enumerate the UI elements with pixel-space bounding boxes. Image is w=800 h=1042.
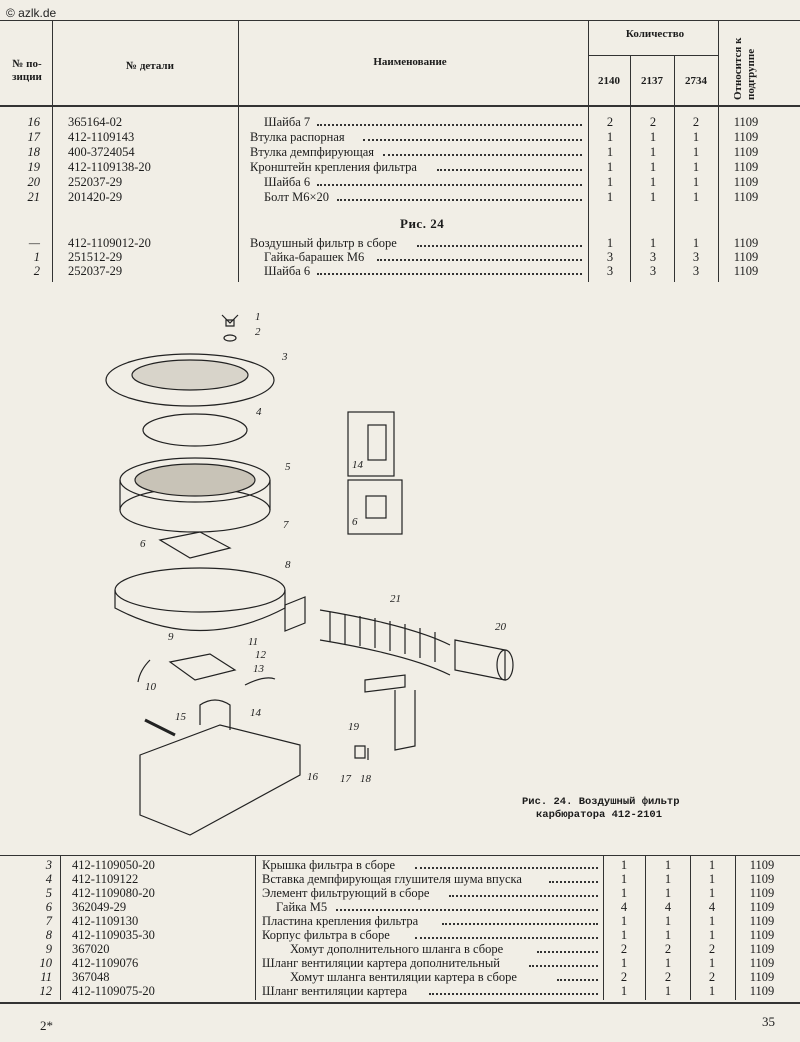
part-name: Втулка распорная	[250, 130, 345, 144]
leader-dots	[417, 236, 582, 247]
svg-text:4: 4	[256, 406, 262, 418]
svg-text:17: 17	[340, 773, 351, 785]
svg-text:14: 14	[352, 459, 363, 471]
bottom-table-bottom	[0, 1002, 800, 1004]
part-number: 412-1109075-20	[72, 984, 155, 998]
position-number: 2	[33, 264, 40, 278]
svg-text:20: 20	[495, 621, 506, 633]
quantity-2: 1	[664, 956, 672, 970]
quantity-2: 1	[664, 914, 672, 928]
quantity-3: 3	[692, 264, 700, 278]
svg-text:6: 6	[352, 516, 358, 528]
position-number: 5	[45, 886, 52, 900]
table-row	[0, 942, 800, 956]
svg-text:1: 1	[255, 311, 261, 323]
bottom-table-top	[0, 855, 800, 856]
quantity-2: 2	[649, 115, 657, 129]
subgroup: 1109	[733, 236, 759, 250]
quantity-2: 1	[664, 928, 672, 942]
leader-dots	[415, 858, 598, 869]
table-row	[0, 236, 800, 250]
quantity-3: 4	[708, 900, 716, 914]
position-number: 20	[27, 175, 40, 189]
subgroup: 1109	[749, 900, 775, 914]
subgroup: 1109	[749, 858, 775, 872]
svg-text:14: 14	[250, 707, 261, 719]
table-row	[0, 956, 800, 970]
figure-caption-line1: Рис. 24. Воздушный фильтр	[522, 796, 680, 808]
quantity-2: 4	[664, 900, 672, 914]
quantity-2: 2	[664, 970, 672, 984]
svg-text:21: 21	[390, 593, 401, 605]
leader-dots	[336, 900, 598, 911]
part-number: 365164-02	[68, 115, 123, 129]
quantity-2: 1	[664, 858, 672, 872]
svg-text:2: 2	[255, 326, 261, 338]
part-number: 412-1109080-20	[72, 886, 155, 900]
part-name: Шланг вентиляции картера дополнительный	[262, 956, 500, 970]
quantity-3: 1	[708, 956, 716, 970]
svg-text:7: 7	[283, 519, 289, 531]
leader-dots	[557, 970, 598, 981]
svg-text:15: 15	[175, 711, 186, 723]
table-row	[0, 175, 800, 189]
leader-dots	[429, 984, 598, 995]
subgroup: 1109	[733, 175, 759, 189]
subgroup: 1109	[733, 160, 759, 174]
table-row	[0, 264, 800, 278]
subgroup: 1109	[749, 942, 775, 956]
part-name: Шайба 6	[264, 175, 311, 189]
watermark: © azlk.de	[6, 6, 57, 20]
table-row	[0, 130, 800, 144]
position-number: 4	[45, 872, 52, 886]
plate-shape	[160, 532, 230, 558]
table-row	[0, 872, 800, 886]
table-row	[0, 190, 800, 204]
table-row	[0, 250, 800, 264]
leader-dots	[317, 264, 582, 275]
part-name: Хомут дополнительного шланга в сборе	[290, 942, 504, 956]
figure-caption	[522, 796, 680, 822]
part-number: 412-1109138-20	[68, 160, 151, 174]
quantity-3: 1	[692, 130, 700, 144]
part-name: Воздушный фильтр в сборе	[250, 236, 397, 250]
part-number: 367048	[72, 970, 110, 984]
quantity-2: 1	[649, 236, 657, 250]
leader-dots	[317, 115, 582, 126]
part-name: Пластина крепления фильтра	[262, 914, 419, 928]
leader-dots	[449, 886, 598, 897]
part-number: 412-1109035-30	[72, 928, 155, 942]
position-number: 16	[27, 115, 40, 129]
part-name: Хомут шланга вентиляции картера в сборе	[290, 970, 517, 984]
quantity-1: 2	[606, 115, 614, 129]
quantity-1: 1	[620, 914, 628, 928]
part-number: 201420-29	[68, 190, 123, 204]
position-number: 3	[45, 858, 52, 872]
subgroup: 1109	[749, 886, 775, 900]
table-row	[0, 984, 800, 998]
table-row	[0, 914, 800, 928]
quantity-1: 2	[620, 970, 628, 984]
quantity-3: 2	[708, 970, 716, 984]
quantity-1: 1	[606, 236, 614, 250]
subgroup: 1109	[749, 984, 775, 998]
subgroup: 1109	[733, 115, 759, 129]
quantity-3: 1	[708, 886, 716, 900]
svg-text:16: 16	[307, 771, 318, 783]
footer-left: 2*	[40, 1018, 53, 1033]
quantity-2: 1	[649, 145, 657, 159]
quantity-1: 1	[606, 160, 614, 174]
leader-dots	[549, 872, 598, 883]
quantity-1: 1	[606, 130, 614, 144]
part-number: 412-1109012-20	[68, 236, 151, 250]
quantity-1: 1	[620, 858, 628, 872]
page-number: 35	[762, 1014, 775, 1029]
quantity-3: 1	[708, 858, 716, 872]
quantity-1: 1	[606, 145, 614, 159]
part-name: Шайба 6	[264, 264, 311, 278]
part-name: Вставка демпфирующая глушителя шума впуска	[262, 872, 522, 886]
leader-dots	[442, 914, 598, 925]
subgroup: 1109	[733, 130, 759, 144]
table-row	[0, 115, 800, 129]
position-number: 18	[27, 145, 40, 159]
svg-text:5: 5	[285, 461, 291, 473]
quantity-2: 1	[664, 984, 672, 998]
header-part: № детали	[126, 60, 174, 72]
part-number: 251512-29	[68, 250, 123, 264]
bolt-shape	[355, 746, 368, 760]
position-number: 6	[45, 900, 52, 914]
quantity-2: 2	[664, 942, 672, 956]
quantity-1: 1	[620, 984, 628, 998]
quantity-1: 4	[620, 900, 628, 914]
position-number: 19	[27, 160, 40, 174]
quantity-1: 1	[620, 872, 628, 886]
svg-text:3: 3	[282, 351, 288, 363]
quantity-3: 2	[708, 942, 716, 956]
header-model-2: 2137	[641, 75, 663, 87]
quantity-1: 3	[606, 264, 614, 278]
leader-dots	[337, 190, 582, 201]
part-name: Шланг вентиляции картера	[262, 984, 408, 998]
position-number: 8	[45, 928, 52, 942]
position-number: 1	[33, 250, 40, 264]
position-number: 7	[45, 914, 52, 928]
quantity-1: 1	[620, 928, 628, 942]
part-name: Втулка демпфирующая	[250, 145, 375, 159]
part-name: Кронштейн крепления фильтра	[250, 160, 417, 174]
subgroup: 1109	[749, 914, 775, 928]
position-number: —	[28, 236, 40, 250]
leader-dots	[529, 956, 598, 967]
figure-heading: Рис. 24	[400, 216, 445, 231]
position-number: 9	[45, 942, 52, 956]
header-model-1: 2140	[598, 75, 620, 87]
quantity-3: 1	[708, 872, 716, 886]
position-number: 11	[40, 970, 52, 984]
quantity-3: 2	[692, 115, 700, 129]
quantity-3: 1	[708, 914, 716, 928]
quantity-3: 1	[708, 984, 716, 998]
part-name: Болт М6×20	[264, 190, 330, 204]
header-qty: Количество	[625, 28, 685, 40]
svg-text:12: 12	[255, 649, 266, 661]
table-top-border	[0, 20, 800, 21]
quantity-2: 1	[664, 886, 672, 900]
header-name: Наименование	[373, 56, 447, 68]
part-number: 412-1109143	[68, 130, 135, 144]
quantity-2: 1	[649, 160, 657, 174]
quantity-1: 1	[620, 956, 628, 970]
leader-dots	[415, 928, 598, 939]
part-name: Гайка М5	[276, 900, 328, 914]
part-name: Элемент фильтрующий в сборе	[262, 886, 430, 900]
header-pos: № по- зиции	[12, 58, 42, 83]
svg-text:8: 8	[285, 559, 291, 571]
quantity-3: 1	[692, 236, 700, 250]
part-number: 412-1109050-20	[72, 858, 155, 872]
part-name: Гайка-барашек М6	[264, 250, 365, 264]
table-row	[0, 160, 800, 174]
svg-text:6: 6	[140, 538, 146, 550]
quantity-1: 1	[606, 175, 614, 189]
part-number: 412-1109122	[72, 872, 139, 886]
part-number: 252037-29	[68, 264, 123, 278]
svg-text:11: 11	[248, 636, 259, 648]
leader-dots	[317, 175, 582, 186]
subgroup: 1109	[749, 928, 775, 942]
part-number: 412-1109130	[72, 914, 139, 928]
quantity-2: 1	[649, 190, 657, 204]
leader-dots	[383, 145, 582, 156]
position-number: 21	[27, 190, 40, 204]
part-number: 412-1109076	[72, 956, 139, 970]
subgroup: 1109	[733, 250, 759, 264]
gasket-shape	[170, 654, 235, 680]
svg-text:18: 18	[360, 773, 371, 785]
subgroup: 1109	[749, 956, 775, 970]
table-row	[0, 970, 800, 984]
table-row	[0, 145, 800, 159]
quantity-3: 1	[692, 160, 700, 174]
quantity-1: 1	[606, 190, 614, 204]
part-name: Крышка фильтра в сборе	[262, 858, 396, 872]
table-row	[0, 928, 800, 942]
exploded-view-drawing	[0, 300, 800, 840]
housing-shape	[115, 568, 285, 612]
header-model-3: 2734	[685, 75, 707, 87]
qty-subheader-border	[588, 55, 718, 56]
part-name: Корпус фильтра в сборе	[262, 928, 390, 942]
quantity-2: 1	[649, 130, 657, 144]
quantity-3: 1	[692, 190, 700, 204]
bracket-shape	[365, 675, 415, 750]
leader-dots	[537, 942, 598, 953]
quantity-1: 1	[620, 886, 628, 900]
svg-text:13: 13	[253, 663, 264, 675]
washer-shape	[224, 335, 236, 341]
quantity-3: 1	[708, 928, 716, 942]
quantity-1: 3	[606, 250, 614, 264]
quantity-3: 1	[692, 145, 700, 159]
header-bottom-border	[0, 105, 800, 107]
svg-text:9: 9	[168, 631, 174, 643]
subgroup: 1109	[733, 190, 759, 204]
insert-shape	[143, 414, 247, 446]
quantity-2: 1	[649, 175, 657, 189]
quantity-3: 1	[692, 175, 700, 189]
subgroup: 1109	[733, 145, 759, 159]
table-row	[0, 886, 800, 900]
svg-text:19: 19	[348, 721, 359, 733]
position-number: 10	[39, 956, 52, 970]
base-shape	[140, 725, 300, 835]
part-number: 367020	[72, 942, 110, 956]
header-group: Относится к подгруппе	[732, 37, 757, 100]
subgroup: 1109	[749, 872, 775, 886]
position-number: 12	[39, 984, 52, 998]
corrugated-hose-shape	[320, 610, 450, 675]
position-number: 17	[27, 130, 40, 144]
leader-dots	[437, 160, 582, 171]
subgroup: 1109	[733, 264, 759, 278]
quantity-1: 2	[620, 942, 628, 956]
leader-dots	[377, 250, 582, 261]
leader-dots	[363, 130, 582, 141]
wing-nut-shape	[222, 315, 238, 326]
table-row	[0, 858, 800, 872]
quantity-2: 3	[649, 264, 657, 278]
part-number: 400-3724054	[68, 145, 135, 159]
quantity-2: 1	[664, 872, 672, 886]
quantity-3: 3	[692, 250, 700, 264]
svg-text:10: 10	[145, 681, 156, 693]
figure-caption-line2: карбюратора 412-2101	[536, 809, 663, 821]
subgroup: 1109	[749, 970, 775, 984]
part-number: 362049-29	[72, 900, 127, 914]
part-number: 252037-29	[68, 175, 123, 189]
part-name: Шайба 7	[264, 115, 311, 129]
table-row	[0, 900, 800, 914]
quantity-2: 3	[649, 250, 657, 264]
